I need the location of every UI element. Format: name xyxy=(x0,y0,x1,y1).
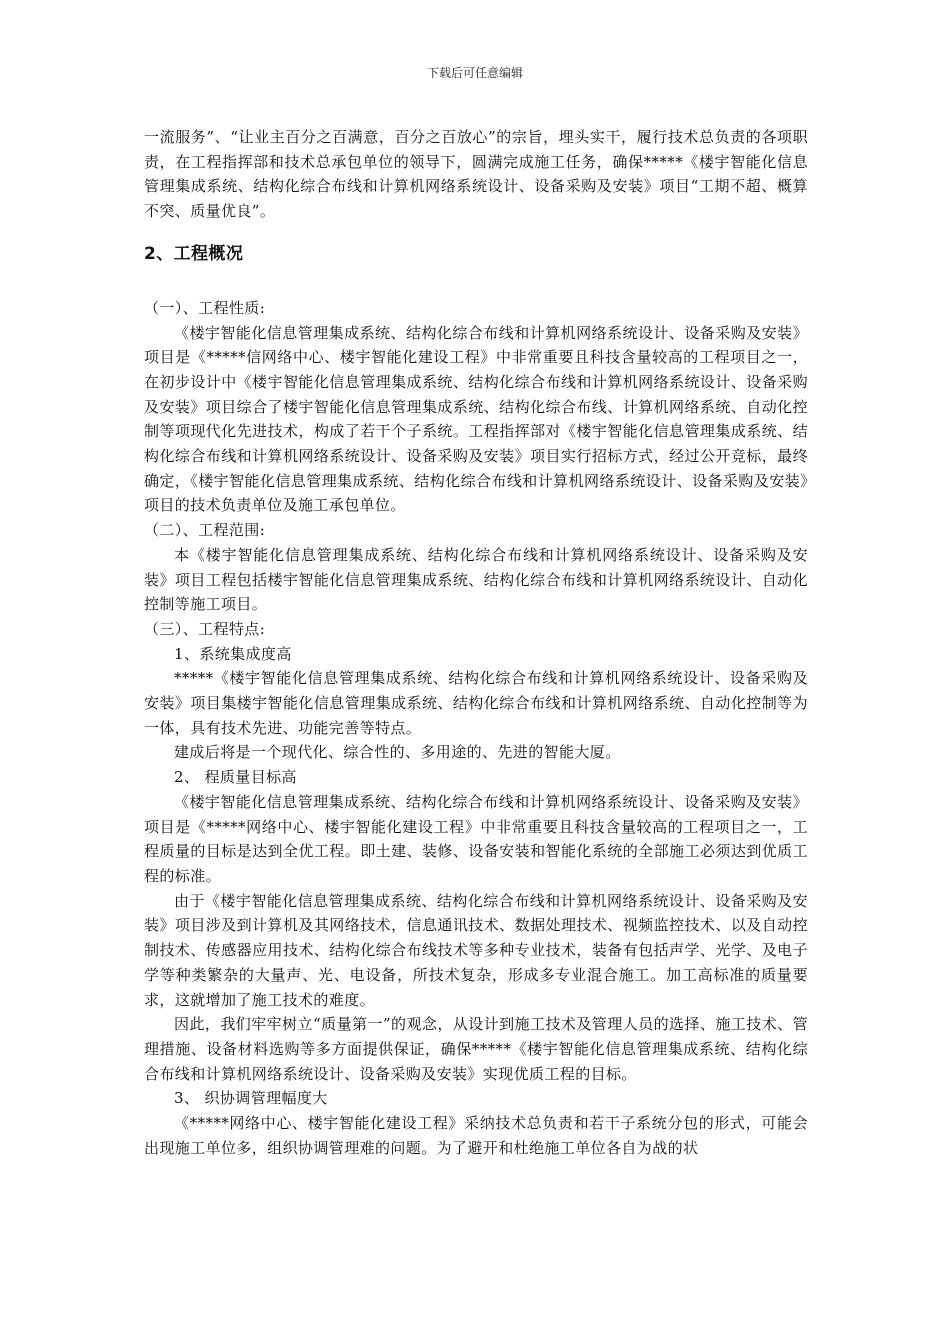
feature1-title: 1、系统集成度高 xyxy=(174,644,292,663)
feature2-paragraph-2: 由于《楼宇智能化信息管理集成系统、结构化综合布线和计算机网络系统设计、设备采购及安装》项目涉及到计算机及其网络技术，信息通讯技术、数据处理技术、视频监控技术、以及自动控制技术、传感器应用技术、结构化综合布线技术等多种专业技术，装备有包括声学、光学、及电子学等种类繁杂的大量声、光、电设备，所技术复杂，形成多专业混合施工。加工高标准的质量要求，这就增加了施工技术的难度。 xyxy=(144,891,808,1009)
features-label: （三）、工程特点: xyxy=(144,619,266,638)
feature1-paragraph: *****《楼宇智能化信息管理集成系统、结构化综合布线和计算机网络系统设计、设备采购及安装》项目集楼宇智能化信息管理集成系统、结构化综合布线和计算机网络系统、自动化控制等为一体，具有技术先进、功能完善等特点。 xyxy=(144,669,808,737)
nature-label: （一）、工程性质: xyxy=(144,298,266,317)
feature2-paragraph: 《楼宇智能化信息管理集成系统、结构化综合布线和计算机网络系统设计、设备采购及安装》项目是《*****网络中心、楼宇智能化建设工程》中非常重要且科技含量较高的工程项目之一，工程质量的目标是达到全优工程。即土建、装修、设备安装和智能化系统的全部施工必须达到优质工程的标准。 xyxy=(144,792,808,885)
scope-paragraph: 本《楼宇智能化信息管理集成系统、结构化综合布线和计算机网络系统设计、设备采购及安装》项目工程包括楼宇智能化信息管理集成系统、结构化综合布线和计算机网络系统设计、自动化控制等施工项目。 xyxy=(144,545,808,614)
feature3-paragraph: 《*****网络中心、楼宇智能化建设工程》采纳技术总负责和若干子系统分包的形式，可能会出现施工单位多，组织协调管理难的问题。为了避开和杜绝施工单位各自为战的状 xyxy=(144,1114,808,1157)
scope-label: （二）、工程范围: xyxy=(144,521,266,540)
feature2-paragraph-3: 因此，我们牢牢树立“质量第一”的观念，从设计到施工技术及管理人员的选择、施工技术、管理措施、设备材料选购等多方面提供保证，确保*****《楼宇智能化信息管理集成系统、结构化综合布线和计算机网络系统设计、设备采购及安装》实现优质工程的目标。 xyxy=(144,1015,808,1083)
feature2-title: 2、 程质量目标高 xyxy=(174,768,297,787)
feature3-title: 3、 织协调管理幅度大 xyxy=(174,1089,328,1108)
document-body xyxy=(144,125,808,1160)
page-header: 下载后可任意编辑 xyxy=(426,66,523,80)
nature-paragraph: 《楼宇智能化信息管理集成系统、结构化综合布线和计算机网络系统设计、设备采购及安装》项目是《*****信网络中心、楼宇智能化建设工程》中非常重要且科技含量较高的工程项目之一，在初步设计中《楼宇智能化信息管理集成系统、结构化综合布线和计算机网络系统设计、设备采购及安装》项目综合了楼宇智能化信息管理集成系统、结构化综合布线、计算机网络系统、自动化控制等项现代化先进技术，构成了若干个子系统。工程指挥部对《楼宇智能化信息管理集成系统、结构化综合布线和计算机网络系统设计、设备采购及安装》项目实行招标方式，经过公开竞标，最终确定，《楼宇智能化信息管理集成系统、结构化综合布线和计算机网络系统设计、设备采购及安装》项目的技术负责单位及施工承包单位。 xyxy=(144,323,808,515)
feature1-paragraph-2: 建成后将是一个现代化、综合性的、多用途的、先进的智能大厦。 xyxy=(174,743,621,762)
intro-paragraph: 一流服务”、“让业主百分之百满意，百分之百放心”的宗旨，埋头实干，履行技术总负责的各项职责，在工程指挥部和技术总承包单位的领导下，圆满完成施工任务，确保*****《楼宇智能化信息管理集成系统、结构化综合布线和计算机网络系统设计、设备采购及安装》项目“工期不超、概算不突、质量优良”。 xyxy=(144,128,808,221)
section-heading: 2、工程概况 xyxy=(144,243,244,264)
